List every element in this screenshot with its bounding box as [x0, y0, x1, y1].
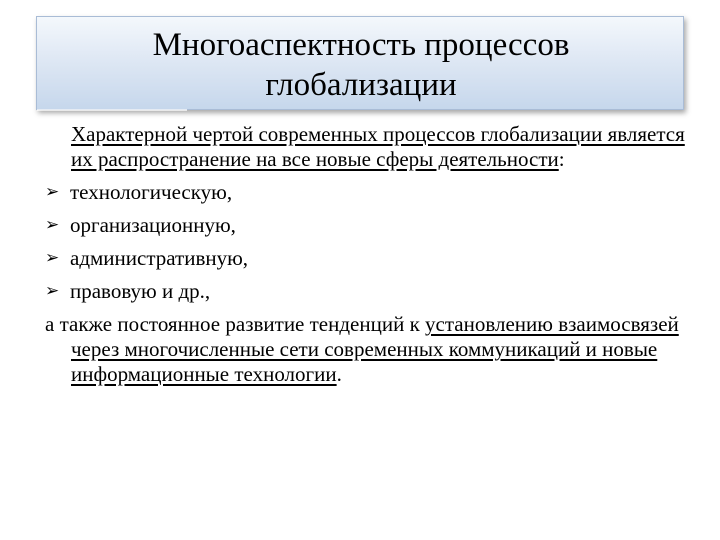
title-box: [36, 16, 684, 110]
bullet-text: административную,: [70, 246, 249, 270]
conclusion-paragraph: [45, 312, 685, 387]
conclusion-lead: а также постоянное развитие тенденций к: [45, 312, 426, 336]
intro-colon: :: [558, 147, 565, 171]
arrow-bullet-icon: ➢: [45, 248, 60, 268]
conclusion-end: .: [336, 362, 342, 386]
intro-paragraph: [45, 122, 685, 172]
bullet-item: [45, 180, 685, 205]
bullet-item: [45, 246, 685, 271]
conclusion-underlined: установлению взаимосвязей через многочисленные сети современных коммуникаций и новые информационные технологии: [71, 312, 679, 386]
bullet-item: [45, 279, 685, 304]
bullet-item: [45, 213, 685, 238]
slide-title: [37, 25, 685, 105]
bullet-text: организационную,: [70, 213, 236, 237]
bullet-text: правовую и др.,: [70, 279, 211, 303]
title-box-highlight: [37, 109, 187, 111]
bullet-text: технологическую,: [70, 180, 233, 204]
arrow-bullet-icon: ➢: [45, 215, 60, 235]
title-line-1: Многоаспектность процессов: [152, 27, 570, 63]
intro-text: Характерной чертой современных процессов глобализации является их распространение на все новые сферы деятельности: [71, 122, 685, 171]
title-line-2: глобализации: [265, 67, 457, 103]
arrow-bullet-icon: ➢: [45, 182, 60, 202]
arrow-bullet-icon: ➢: [45, 281, 60, 301]
slide-body: [45, 122, 685, 387]
